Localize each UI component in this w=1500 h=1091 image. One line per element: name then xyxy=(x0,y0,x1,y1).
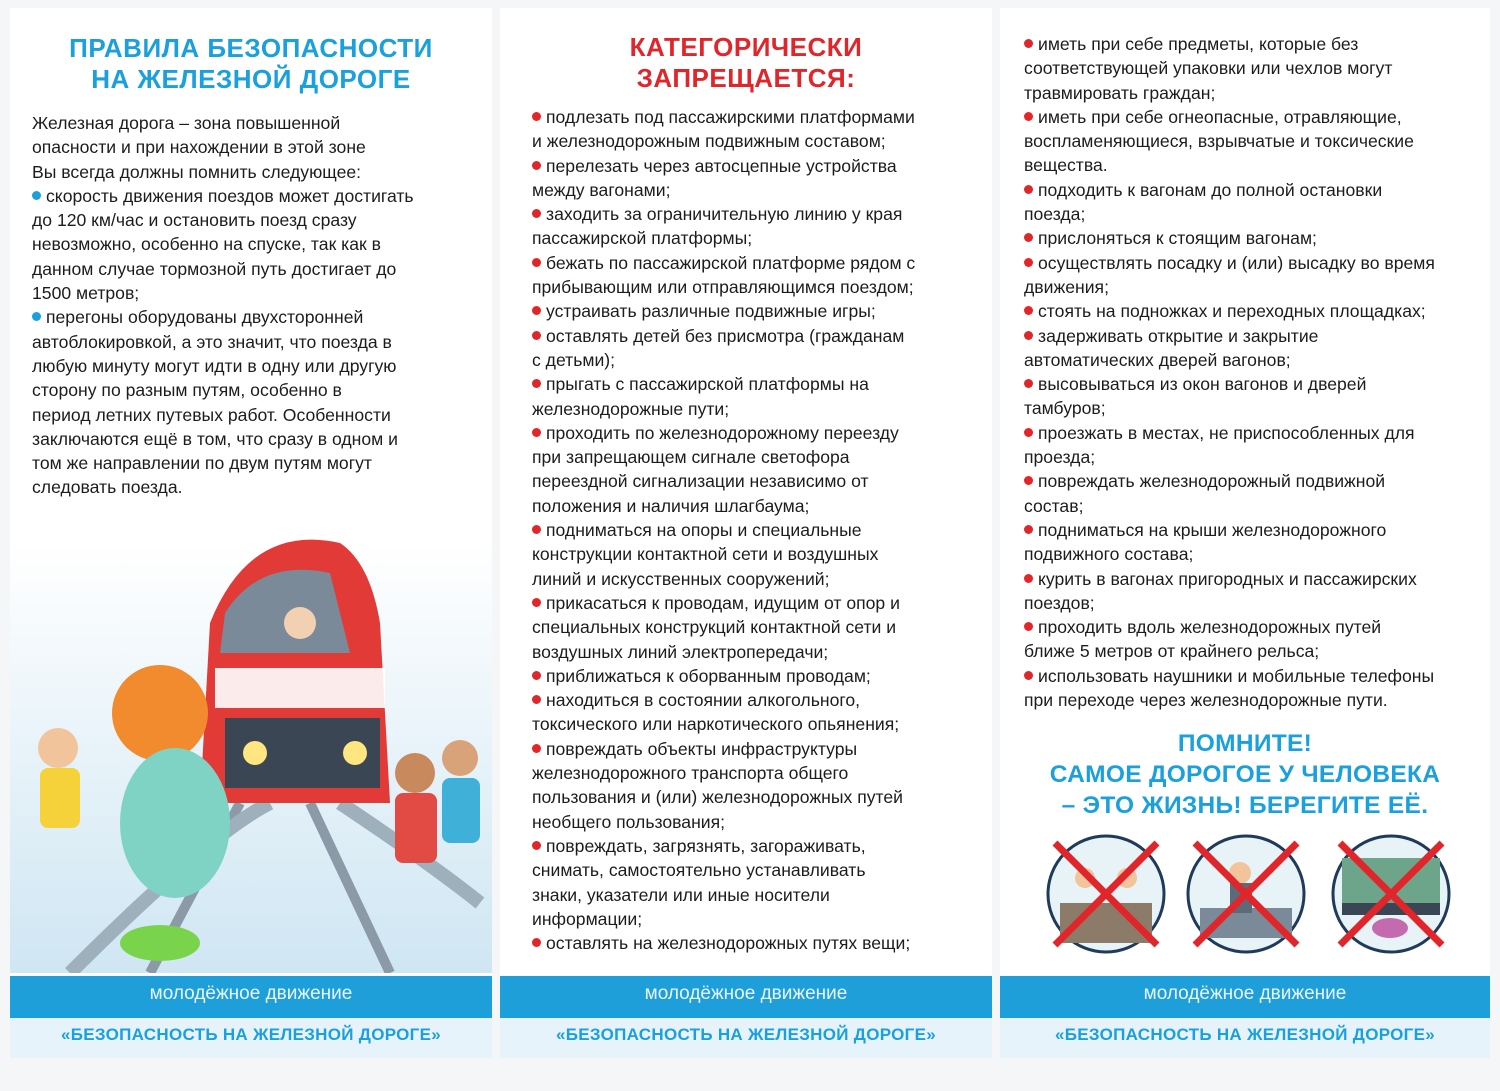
text-line xyxy=(532,907,972,931)
remember-line: САМОЕ ДОРОГОЕ У ЧЕЛОВЕКА xyxy=(1049,761,1441,788)
line-text: специальных конструкций контактной сети и xyxy=(532,617,897,638)
slogan-strip xyxy=(1000,1018,1490,1058)
line-text: конструкции контактной сети и воздушных xyxy=(532,544,879,565)
line-text: поезда; xyxy=(1024,204,1086,225)
bullet-item-line xyxy=(32,305,472,329)
line-text: заключаются ещё в том, что сразу в одном и xyxy=(32,428,398,449)
line-text: информации; xyxy=(532,908,643,929)
bullet-item-line xyxy=(1024,421,1484,445)
line-text: ближе 5 метров от крайнего рельса; xyxy=(1024,641,1320,662)
line-text: травмировать граждан; xyxy=(1024,82,1216,103)
slogan-strip xyxy=(10,1018,492,1058)
bullet-icon xyxy=(1024,306,1033,315)
bullet-item-line xyxy=(32,184,472,208)
line-text: приближаться к оборванным проводам; xyxy=(546,665,871,686)
text-line xyxy=(532,469,972,493)
line-text: подниматься на крыши железнодорожного xyxy=(1038,519,1387,540)
footer-band xyxy=(1000,976,1490,1058)
text-line xyxy=(532,129,972,153)
footer-band xyxy=(500,976,992,1058)
remember-line: – ЭТО ЖИЗНЬ! БЕРЕГИТЕ ЕЁ. xyxy=(1061,792,1429,819)
text-line xyxy=(1024,348,1484,372)
line-text: невозможно, особенно на спуске, так как в xyxy=(32,234,381,255)
bullet-item-line xyxy=(532,664,972,688)
line-text: повреждать объекты инфраструктуры xyxy=(546,738,858,759)
line-text: знаки, указатели или иные носители xyxy=(532,884,830,905)
train-children-illustration xyxy=(10,503,492,973)
text-line xyxy=(32,451,472,475)
line-text: между вагонами; xyxy=(532,179,671,200)
panel-title xyxy=(500,32,992,94)
line-text: соответствующей упаковки или чехлов могут xyxy=(1024,58,1393,79)
line-text: проходить по железнодорожному переезду xyxy=(546,422,899,443)
bullet-icon xyxy=(1024,622,1033,631)
line-text: 1500 метров; xyxy=(32,283,140,304)
prohibited-list xyxy=(532,105,972,955)
line-text: иметь при себе предметы, которые без xyxy=(1038,34,1359,54)
line-text: движения; xyxy=(1024,276,1109,297)
text-line xyxy=(1024,542,1484,566)
line-text: опасности и при нахождении в этой зоне xyxy=(32,137,366,158)
bullet-item-line xyxy=(532,421,972,445)
line-text: подлезать под пассажирскими платформами xyxy=(546,107,915,127)
bullet-icon xyxy=(532,841,541,850)
line-text: скорость движения поездов может достигать xyxy=(46,185,414,206)
bullet-item-line xyxy=(1024,372,1484,396)
text-line xyxy=(1024,688,1484,712)
line-text: осуществлять посадку и (или) высадку во время xyxy=(1038,252,1435,273)
bullet-item-line xyxy=(532,202,972,226)
line-text: воздушных линий электропередачи; xyxy=(532,641,829,662)
line-text: подходить к вагонам до полной остановки xyxy=(1038,179,1383,200)
text-line xyxy=(532,178,972,202)
line-text: любую минуту могут идти в одну или другую xyxy=(32,355,397,376)
text-line xyxy=(1024,153,1484,177)
line-text: курить в вагонах пригородных и пассажирских xyxy=(1038,568,1417,589)
footer-band xyxy=(10,976,492,1058)
bullet-item-line xyxy=(1024,105,1484,129)
line-text: высовываться из окон вагонов и дверей xyxy=(1038,374,1367,395)
bullet-icon xyxy=(532,258,541,267)
remember-slogan xyxy=(1000,728,1490,821)
line-text: следовать поезда. xyxy=(32,477,183,498)
text-line xyxy=(32,232,472,256)
bullet-item-line xyxy=(532,591,972,615)
bullet-icon xyxy=(1024,574,1033,583)
line-text: проезда; xyxy=(1024,447,1096,468)
movement-label: молодёжное движение xyxy=(149,983,353,1004)
line-text: до 120 км/час и остановить поезд сразу xyxy=(32,210,357,231)
text-line xyxy=(1024,56,1484,80)
line-text: Железная дорога – зона повышенной xyxy=(32,113,341,133)
line-text: проезжать в местах, не приспособленных для xyxy=(1038,422,1415,443)
bullet-item-line xyxy=(532,737,972,761)
title-line: НА ЖЕЛЕЗНОЙ ДОРОГЕ xyxy=(91,64,411,94)
bullet-item-line xyxy=(532,299,972,323)
line-text: линий и искусственных сооружений; xyxy=(532,568,830,589)
text-line xyxy=(1024,81,1484,105)
text-line xyxy=(32,135,472,159)
bullet-icon xyxy=(532,695,541,704)
bullet-item-line xyxy=(1024,178,1484,202)
line-text: сторону по разным путям, особенно в xyxy=(32,380,342,401)
line-text: при запрещающем сигнале светофора xyxy=(532,447,850,468)
bullet-icon xyxy=(532,379,541,388)
bullet-icon xyxy=(1024,428,1033,437)
line-text: пользования и (или) железнодорожных путей xyxy=(532,787,903,808)
bullet-item-line xyxy=(1024,226,1484,250)
bullet-icon xyxy=(1024,379,1033,388)
panel-prohibited-continued xyxy=(1000,8,1490,1058)
bullet-icon xyxy=(532,428,541,437)
text-line xyxy=(532,275,972,299)
line-text: подвижного состава; xyxy=(1024,544,1194,565)
line-text: переездной сигнализации независимо от xyxy=(532,471,869,492)
line-text: оставлять детей без присмотра (гражданам xyxy=(546,325,905,346)
bullet-icon xyxy=(532,671,541,680)
text-line xyxy=(1024,396,1484,420)
line-text: данном случае тормозной путь достигает до xyxy=(32,258,397,279)
bullet-icon xyxy=(532,209,541,218)
line-text: Вы всегда должны помнить следующее: xyxy=(32,161,362,182)
bullet-item-line xyxy=(532,154,972,178)
text-line xyxy=(1024,591,1484,615)
line-text: токсического или наркотического опьянения; xyxy=(532,714,900,735)
panel-rules xyxy=(10,8,492,1058)
text-line xyxy=(532,397,972,421)
line-text: снимать, самостоятельно устанавливать xyxy=(532,860,866,881)
line-text: прибывающим или отправляющимся поездом; xyxy=(532,277,914,298)
slogan-strip xyxy=(500,1018,992,1058)
bullet-item-line xyxy=(532,251,972,275)
text-line xyxy=(32,160,472,184)
title-line: ПРАВИЛА БЕЗОПАСНОСТИ xyxy=(69,33,433,63)
movement-label: молодёжное движение xyxy=(644,983,848,1004)
bullet-icon xyxy=(532,525,541,534)
forbidden-crawling-under-train-icon xyxy=(1330,833,1452,955)
text-line xyxy=(1024,129,1484,153)
bullet-icon xyxy=(532,331,541,340)
bullet-icon xyxy=(532,744,541,753)
bullet-icon xyxy=(1024,671,1033,680)
bullet-item-line xyxy=(1024,664,1484,688)
bullet-icon xyxy=(1024,39,1033,48)
line-text: оставлять на железнодорожных путях вещи; xyxy=(546,933,911,954)
bullet-item-line xyxy=(1024,469,1484,493)
line-text: автоматических дверей вагонов; xyxy=(1024,349,1291,370)
slogan-text: «БЕЗОПАСНОСТЬ НА ЖЕЛЕЗНОЙ ДОРОГЕ» xyxy=(1054,1025,1436,1044)
line-text: тамбуров; xyxy=(1024,398,1106,419)
movement-label: молодёжное движение xyxy=(1143,983,1347,1004)
panel-title xyxy=(10,33,492,95)
line-text: и железнодорожным подвижным составом; xyxy=(532,131,886,152)
bullet-icon xyxy=(32,191,41,200)
bullet-icon xyxy=(1024,525,1033,534)
forbidden-climbing-under-platform-icon xyxy=(1185,833,1307,955)
text-line xyxy=(32,354,472,378)
text-line xyxy=(32,378,472,402)
line-text: прыгать с пассажирской платформы на xyxy=(546,374,869,395)
line-text: проходить вдоль железнодорожных путей xyxy=(1038,617,1382,638)
line-text: использовать наушники и мобильные телефоны xyxy=(1038,665,1435,686)
bullet-icon xyxy=(532,112,541,121)
line-text: иметь при себе огнеопасные, отравляющие, xyxy=(1038,106,1402,127)
line-text: том же направлении по двум путям могут xyxy=(32,453,372,474)
line-text: период летних путевых работ. Особенности xyxy=(32,404,391,425)
bullet-icon xyxy=(532,938,541,947)
text-line xyxy=(1024,639,1484,663)
line-text: перегоны оборудованы двухсторонней xyxy=(46,307,364,328)
text-line xyxy=(1024,202,1484,226)
bullet-item-line xyxy=(1024,251,1484,275)
prohibited-list-continued xyxy=(1024,32,1484,712)
text-line xyxy=(532,226,972,250)
line-text: бежать по пассажирской платформе рядом с xyxy=(546,252,916,273)
line-text: вещества. xyxy=(1024,155,1108,176)
line-text: подниматься на опоры и специальные xyxy=(546,520,862,541)
bullet-item-line xyxy=(532,688,972,712)
line-text: при переходе через железнодорожные пути. xyxy=(1024,690,1388,711)
text-line xyxy=(532,785,972,809)
bullet-item-line xyxy=(1024,567,1484,591)
text-line xyxy=(532,761,972,785)
title-line: КАТЕГОРИЧЕСКИ xyxy=(629,32,863,62)
bullet-icon xyxy=(532,161,541,170)
text-line xyxy=(32,330,472,354)
text-line xyxy=(32,208,472,232)
text-line xyxy=(1024,445,1484,469)
line-text: перелезать через автосцепные устройства xyxy=(546,155,897,176)
line-text: автоблокировкой, а это значит, что поезда в xyxy=(32,331,392,352)
line-text: повреждать железнодорожный подвижной xyxy=(1038,471,1386,492)
line-text: заходить за ограничительную линию у края xyxy=(546,204,903,225)
bullet-icon xyxy=(1024,331,1033,340)
line-text: необщего пользования; xyxy=(532,811,726,832)
line-text: прислоняться к стоящим вагонам; xyxy=(1038,228,1317,249)
bullet-item-line xyxy=(1024,299,1484,323)
bullet-icon xyxy=(532,598,541,607)
bullet-item-line xyxy=(532,931,972,955)
remember-line: ПОМНИТЕ! xyxy=(1177,730,1313,757)
intro-text xyxy=(32,111,472,500)
line-text: воспламеняющиеся, взрывчатые и токсические xyxy=(1024,131,1414,152)
text-line xyxy=(32,257,472,281)
line-text: с детьми); xyxy=(532,349,616,370)
bullet-item-line xyxy=(532,324,972,348)
bullet-item-line xyxy=(532,518,972,542)
bullet-icon xyxy=(532,306,541,315)
bullet-item-line xyxy=(1024,518,1484,542)
text-line xyxy=(532,542,972,566)
line-text: стоять на подножках и переходных площадках; xyxy=(1038,301,1426,322)
slogan-text: «БЕЗОПАСНОСТЬ НА ЖЕЛЕЗНОЙ ДОРОГЕ» xyxy=(60,1025,442,1044)
line-text: положения и наличия шлагбаума; xyxy=(532,495,810,516)
bullet-item-line xyxy=(532,372,972,396)
bullet-icon xyxy=(32,312,41,321)
text-line xyxy=(532,494,972,518)
text-line xyxy=(532,567,972,591)
bullet-item-line xyxy=(532,834,972,858)
text-line xyxy=(1024,275,1484,299)
line-text: пассажирской платформы; xyxy=(532,228,753,249)
bullet-icon xyxy=(1024,112,1033,121)
text-line xyxy=(32,281,472,305)
text-line xyxy=(32,403,472,427)
line-text: прикасаться к проводам, идущим от опор и xyxy=(546,592,900,613)
text-line xyxy=(32,111,472,135)
text-line xyxy=(1024,494,1484,518)
text-line xyxy=(532,640,972,664)
bullet-icon xyxy=(1024,185,1033,194)
bullet-item-line xyxy=(1024,615,1484,639)
line-text: железнодорожные пути; xyxy=(532,398,730,419)
line-text: состав; xyxy=(1024,495,1084,516)
text-line xyxy=(32,475,472,499)
text-line xyxy=(532,883,972,907)
line-text: поездов; xyxy=(1024,592,1095,613)
bullet-item-line xyxy=(1024,32,1484,56)
text-line xyxy=(532,348,972,372)
text-line xyxy=(532,712,972,736)
bullet-icon xyxy=(1024,476,1033,485)
bullet-icon xyxy=(1024,233,1033,242)
title-line: ЗАПРЕЩАЕТСЯ: xyxy=(636,63,856,93)
text-line xyxy=(532,858,972,882)
text-line xyxy=(532,615,972,639)
bullet-item-line xyxy=(1024,324,1484,348)
line-text: железнодорожного транспорта общего xyxy=(532,763,849,784)
panel-prohibited xyxy=(500,8,992,1058)
line-text: устраивать различные подвижные игры; xyxy=(546,301,876,322)
slogan-text: «БЕЗОПАСНОСТЬ НА ЖЕЛЕЗНОЙ ДОРОГЕ» xyxy=(555,1025,937,1044)
text-line xyxy=(532,810,972,834)
bullet-icon xyxy=(1024,258,1033,267)
line-text: задерживать открытие и закрытие xyxy=(1038,325,1319,346)
line-text: находиться в состоянии алкогольного, xyxy=(546,690,861,711)
bullet-item-line xyxy=(532,105,972,129)
text-line xyxy=(32,427,472,451)
forbidden-playing-on-tracks-icon xyxy=(1045,833,1167,955)
text-line xyxy=(532,445,972,469)
line-text: повреждать, загрязнять, загораживать, xyxy=(546,835,866,856)
